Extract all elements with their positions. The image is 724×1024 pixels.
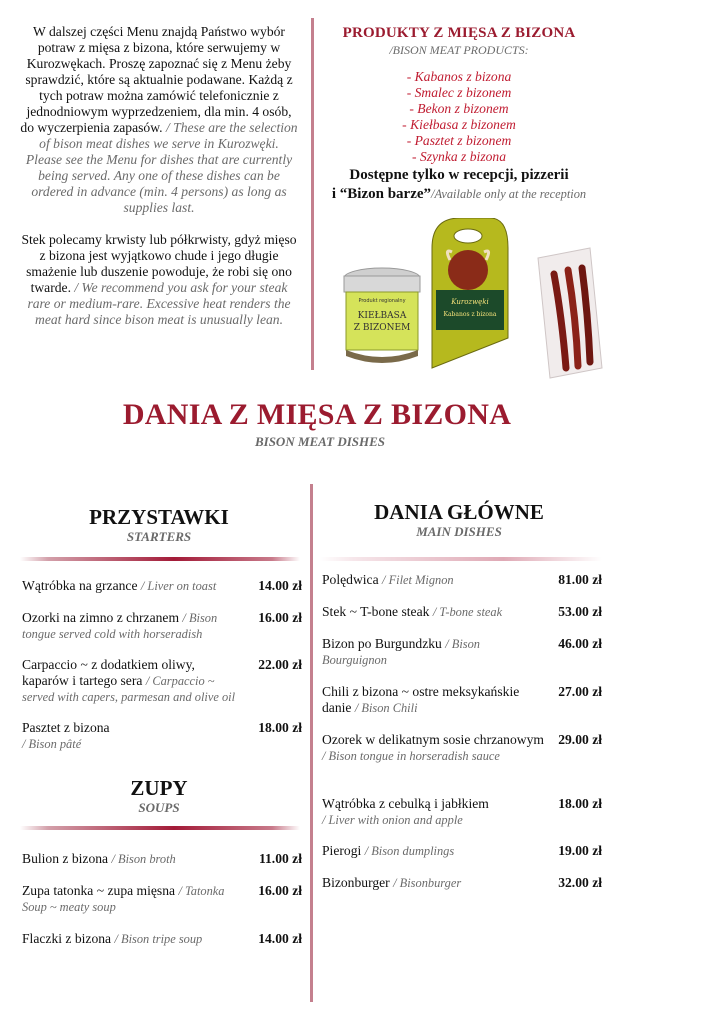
jar-icon xyxy=(344,268,420,363)
item-price: 18.00 zł xyxy=(558,796,602,811)
menu-item-starter xyxy=(22,720,302,752)
item-price: 32.00 zł xyxy=(558,875,602,890)
products-subtitle: /BISON MEAT PRODUCTS: xyxy=(389,43,529,57)
box-product: Kabanos z bizona xyxy=(443,311,497,318)
vertical-divider-bottom xyxy=(310,484,313,1002)
menu-item-soup xyxy=(22,931,302,947)
soups-title: ZUPY xyxy=(130,776,188,800)
box-icon xyxy=(432,218,508,368)
item-desc: / Filet Mignon xyxy=(382,573,454,587)
availability-line-2 xyxy=(322,185,596,204)
item-desc: / Bison tongue in horseradish sauce xyxy=(322,749,500,763)
product-item: - Smalec z bizonem xyxy=(406,85,512,100)
item-desc: / T-bone steak xyxy=(432,605,503,619)
item-price: 18.00 zł xyxy=(258,720,302,735)
product-item: - Kiełbasa z bizonem xyxy=(402,117,516,132)
starters-subtitle: STARTERS xyxy=(126,529,192,544)
item-name: Polędwica xyxy=(322,572,379,587)
availability-en: /Available only at the reception xyxy=(431,187,587,201)
mains-subtitle: MAIN DISHES xyxy=(416,524,502,539)
jar-label-line1: KIEŁBASA xyxy=(357,311,407,321)
intro-paragraph-1-pl: W dalszej części Menu znajdą Państwo wybór potraw z mięsa z bizona, które serwujemy w Kurozwękach. Proszę zapoznać się z Menu żeby sprawdzić, które są aktualnie podawane. Każdą z tych potraw można zamówić telefonicznie z jednodniowym wyprzedzeniem, dla min. 4 osób, do wyczerpienia zapasów. xyxy=(20,24,293,135)
item-name: Stek ~ T-bone steak xyxy=(322,604,430,619)
item-name: Bizon po Burgundzku xyxy=(322,636,442,651)
item-desc: / Liver on toast xyxy=(140,579,217,593)
menu-item-main xyxy=(322,636,602,668)
item-name: Pasztet z bizona xyxy=(22,720,110,735)
item-price: 46.00 zł xyxy=(558,636,602,651)
item-name: Flaczki z bizona xyxy=(22,931,112,946)
item-price: 11.00 zł xyxy=(258,851,302,866)
intro-paragraph-1-en: / These are the selection of bison meat dishes we serve in Kurozwęki. Please see the Menu for dishes that are currently being served. Any one of these dishes can be ordered in advance (min. 4 persons) as long as supplies last. xyxy=(25,120,298,215)
soups-subtitle: SOUPS xyxy=(138,800,180,815)
product-item: - Bekon z bizonem xyxy=(409,101,509,116)
item-name: Bulion z bizona xyxy=(22,851,109,866)
item-name: Wątróbka z cebulką i jabłkiem xyxy=(322,796,489,811)
item-desc: / Bison dumplings xyxy=(364,844,455,858)
product-item: - Pasztet z bizonem xyxy=(406,133,512,148)
item-price: 14.00 zł xyxy=(258,931,302,946)
intro-paragraph-2-en: / We recommend you ask for your steak rare or medium-rare. Excessive heat renders the meat hard since bison meat is unusually lean. xyxy=(27,280,291,327)
page-title: DANIA Z MIĘSA Z BIZONA xyxy=(122,398,512,431)
mains-title: DANIA GŁÓWNE xyxy=(374,500,544,524)
item-price: 29.00 zł xyxy=(558,732,602,747)
starters-title: PRZYSTAWKI xyxy=(89,505,229,529)
item-name: Wątróbka na grzance xyxy=(22,578,138,593)
item-name: Carpaccio ~ z dodatkiem oliwy, kaparów i tartego sera xyxy=(22,657,195,688)
products-title: PRODUKTY Z MIĘSA Z BIZONA xyxy=(342,25,576,41)
jar-label-line2: Z BIZONEM xyxy=(353,323,411,333)
item-desc: / Tatonka Soup ~ meaty soup xyxy=(22,884,225,914)
menu-item-main xyxy=(322,796,602,828)
vertical-divider-top xyxy=(311,18,314,370)
item-name: Pierogi xyxy=(322,843,362,858)
item-name: Bizonburger xyxy=(322,875,390,890)
item-price: 53.00 zł xyxy=(558,604,602,619)
menu-item-main xyxy=(322,875,602,891)
menu-item-main xyxy=(322,732,602,764)
item-price: 19.00 zł xyxy=(558,843,602,858)
intro-text xyxy=(20,24,298,344)
menu-item-soup xyxy=(22,851,302,867)
availability-line-2-pl: i “Bizon barze” xyxy=(331,186,432,202)
item-price: 27.00 zł xyxy=(558,684,602,699)
intro-paragraph-2-pl: Stek polecamy krwisty lub półkrwisty, gdyż mięso z bizona jest wyjątkowo chude i jego długie smażenie lub duszenie powoduje, że robi się ono twarde. xyxy=(21,232,297,295)
starters-rule xyxy=(20,557,300,561)
item-name: Ozorki na zimno z chrzanem xyxy=(22,610,180,625)
item-desc: / Bison Bourguignon xyxy=(322,637,480,667)
product-photo xyxy=(340,218,604,390)
product-item: - Szynka z bizona xyxy=(411,149,506,164)
menu-item-starter xyxy=(22,578,302,594)
item-desc: / Bisonburger xyxy=(393,876,462,890)
products-list xyxy=(322,69,596,165)
item-desc: / Bison pâté xyxy=(22,737,82,751)
product-item: - Kabanos z bizona xyxy=(406,69,512,84)
menu-item-starter xyxy=(22,610,302,642)
item-price: 81.00 zł xyxy=(558,572,602,587)
jar-label-small: Produkt regionalny xyxy=(358,298,406,304)
availability-line-1: Dostępne tylko w recepcji, pizzerii xyxy=(349,167,569,183)
item-name: Ozorek w delikatnym sosie chrzanowym xyxy=(322,732,544,747)
item-price: 16.00 zł xyxy=(258,610,302,625)
item-desc: / Bison tripe soup xyxy=(114,932,203,946)
item-desc: / Bison tongue served cold with horseradish xyxy=(22,611,218,641)
intro-paragraph-2 xyxy=(20,232,298,328)
menu-item-main xyxy=(322,604,602,620)
item-desc: / Liver with onion and apple xyxy=(322,813,463,827)
intro-paragraph-1 xyxy=(20,24,298,216)
menu-item-main xyxy=(322,684,602,716)
mains-rule xyxy=(320,557,602,561)
item-desc: / Bison Chili xyxy=(354,701,418,715)
soups-rule xyxy=(20,826,300,830)
products-availability xyxy=(322,166,596,204)
box-brand: Kurozwęki xyxy=(451,298,489,306)
page-subtitle: BISON MEAT DISHES xyxy=(254,434,386,449)
menu-item-soup xyxy=(22,883,302,915)
menu-item-main xyxy=(322,572,602,588)
item-name: Zupa tatonka ~ zupa mięsna xyxy=(22,883,176,898)
item-desc: / Bison broth xyxy=(111,852,176,866)
menu-item-starter xyxy=(22,657,302,705)
item-desc: / Carpaccio ~ served with capers, parmesan and olive oil xyxy=(22,674,236,704)
item-price: 16.00 zł xyxy=(258,883,302,898)
sausage-icon xyxy=(538,248,602,378)
item-price: 14.00 zł xyxy=(258,578,302,593)
item-name: Chili z bizona ~ ostre meksykańskie danie xyxy=(322,684,520,715)
menu-item-main xyxy=(322,843,602,859)
item-price: 22.00 zł xyxy=(258,657,302,672)
